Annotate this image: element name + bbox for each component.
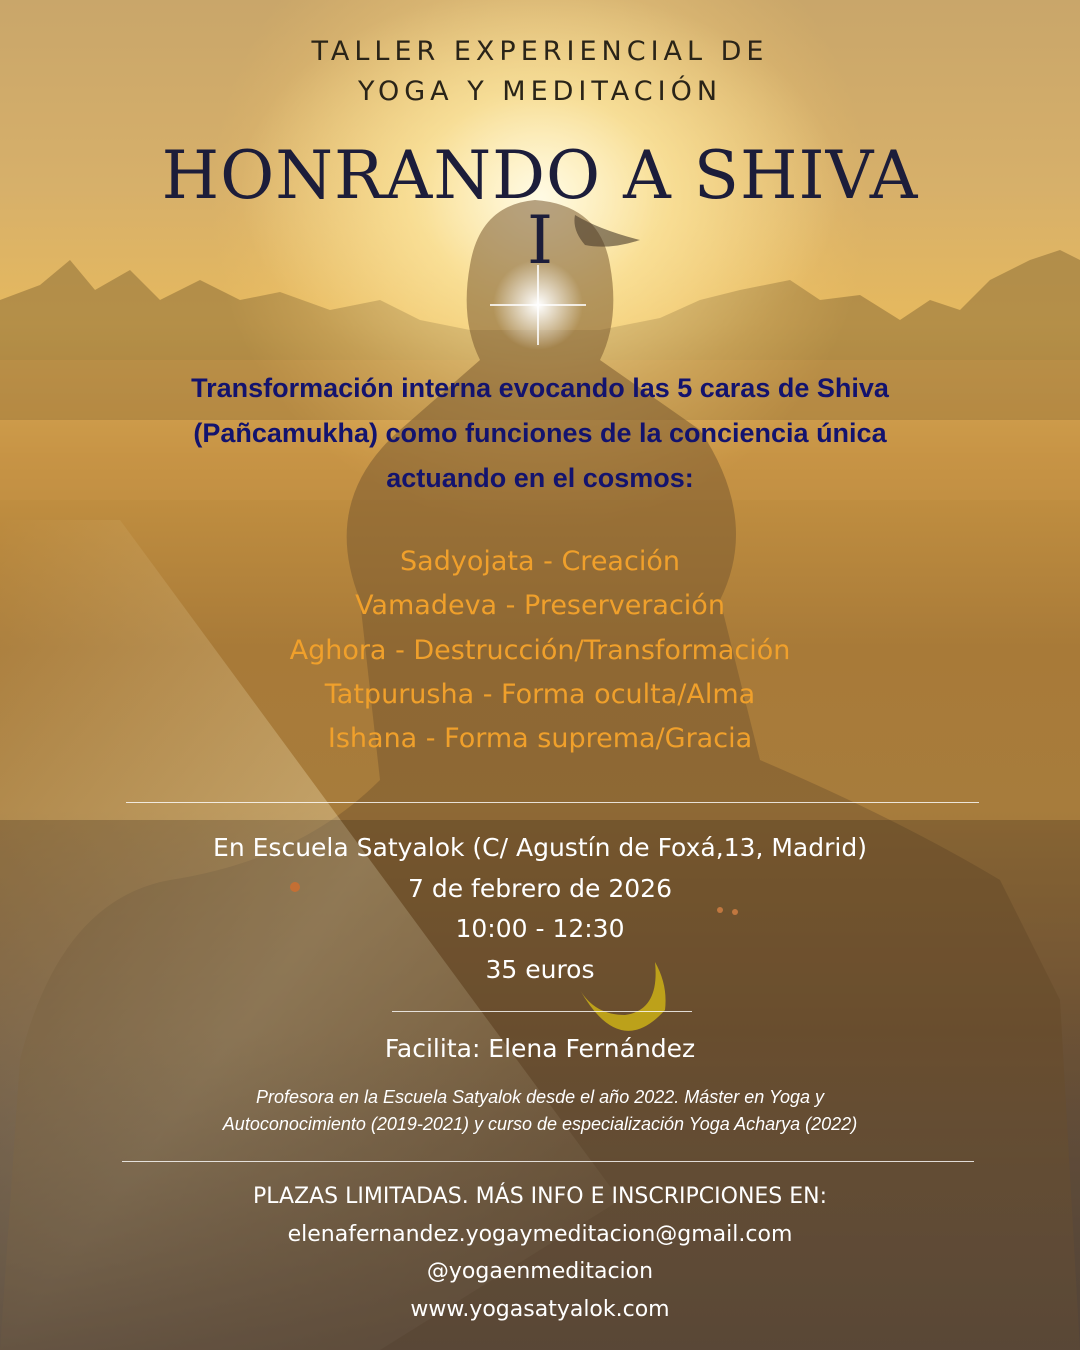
aspect-item: Aghora - Destrucción/Transformación bbox=[289, 634, 791, 666]
event-time: 10:00 - 12:30 bbox=[455, 914, 625, 943]
bio-line: Autoconocimiento (2019-2021) y curso de especialización Yoga Acharya (2022) bbox=[222, 1114, 858, 1134]
aspect-item: Ishana - Forma suprema/Gracia bbox=[327, 723, 753, 755]
bio-line: Profesora en la Escuela Satyalok desde el año 2022. Máster en Yoga y bbox=[255, 1087, 825, 1107]
contact-website[interactable]: www.yogasatyalok.com bbox=[410, 1296, 670, 1322]
divider-top bbox=[126, 802, 979, 803]
intro-line: Transformación interna evocando las 5 caras de Shiva bbox=[191, 373, 889, 403]
contact-instagram[interactable]: @yogaenmeditacion bbox=[426, 1259, 654, 1284]
facilitator-label: Facilita: Elena Fernández bbox=[384, 1034, 696, 1063]
contact-email[interactable]: elenafernandez.yogaymeditacion@gmail.com bbox=[287, 1221, 793, 1247]
aspect-item: Vamadeva - Preserveración bbox=[355, 590, 725, 622]
aspect-item: Sadyojata - Creación bbox=[400, 546, 680, 577]
header-line-2: YOGA Y MEDITACIÓN bbox=[357, 76, 723, 107]
divider-bottom bbox=[122, 1161, 974, 1162]
divider-middle bbox=[392, 1011, 692, 1012]
intro-line: actuando en el cosmos: bbox=[386, 463, 694, 493]
event-location: En Escuela Satyalok (C/ Agustín de Foxá,13, Madrid) bbox=[213, 833, 867, 862]
facilitator-bio bbox=[0, 1084, 1080, 1138]
event-details bbox=[0, 828, 1080, 990]
intro-line: (Pañcamukha) como funciones de la conciencia única bbox=[193, 418, 887, 448]
page-title: HONRANDO A SHIVA bbox=[161, 137, 919, 214]
aspects-list bbox=[0, 540, 1080, 761]
header-line-1: TALLER EXPERIENCIAL DE bbox=[311, 36, 769, 67]
aspect-item: Tatpurusha - Forma oculta/Alma bbox=[324, 678, 756, 710]
event-date: 7 de febrero de 2026 bbox=[407, 873, 672, 903]
contact-heading: PLAZAS LIMITADAS. MÁS INFO E INSCRIPCIONES EN: bbox=[252, 1184, 828, 1209]
title-numeral: I bbox=[526, 202, 554, 279]
intro-text bbox=[0, 366, 1080, 501]
contact-info bbox=[0, 1178, 1080, 1328]
event-price: 35 euros bbox=[485, 954, 595, 984]
